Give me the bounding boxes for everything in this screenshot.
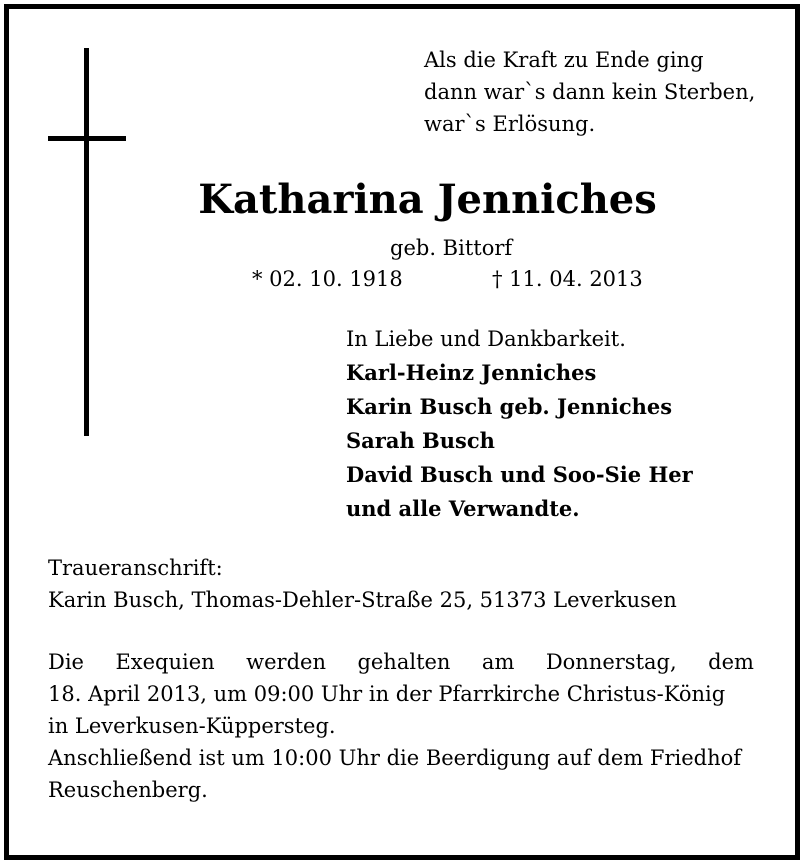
poem-line: dann war`s dann kein Sterben, — [424, 80, 756, 104]
service-word: gehalten — [357, 650, 451, 674]
service-line: Reuschenberg. — [48, 778, 208, 802]
service-line: in Leverkusen-Küppersteg. — [48, 714, 336, 738]
mourning-address — [48, 552, 677, 616]
service-word: Exequien — [115, 650, 215, 674]
service-details — [48, 646, 754, 806]
poem-line: war`s Erlösung. — [424, 112, 596, 136]
deceased-name: Katharina Jenniches — [198, 176, 657, 223]
cross-vertical-bar — [84, 48, 89, 436]
service-word: Die — [48, 650, 84, 674]
service-word: am — [481, 650, 515, 674]
address-label: Traueranschrift: — [48, 556, 223, 580]
birth-date: * 02. 10. 1918 — [252, 267, 403, 291]
service-word: dem — [708, 650, 754, 674]
service-word: werden — [246, 650, 326, 674]
death-date: † 11. 04. 2013 — [492, 267, 643, 291]
mourners-list — [346, 322, 693, 526]
service-word: Donnerstag, — [545, 650, 677, 674]
mourner-name: David Busch und Soo-Sie Her — [346, 462, 693, 487]
mourner-name: Karin Busch geb. Jenniches — [346, 394, 673, 419]
mourners-intro: In Liebe und Dankbarkeit. — [346, 327, 626, 351]
maiden-name: geb. Bittorf — [390, 236, 513, 260]
mourner-name: Sarah Busch — [346, 428, 495, 453]
service-first-line — [48, 646, 754, 678]
poem-line: Als die Kraft zu Ende ging — [424, 48, 704, 72]
cross-horizontal-bar — [48, 136, 126, 141]
poem — [424, 44, 755, 140]
service-line: 18. April 2013, um 09:00 Uhr in der Pfarrkirche Christus-König — [48, 682, 726, 706]
mourner-name: Karl-Heinz Jenniches — [346, 360, 597, 385]
service-line: Anschließend ist um 10:00 Uhr die Beerdigung auf dem Friedhof — [48, 746, 742, 770]
address-text: Karin Busch, Thomas-Dehler-Straße 25, 51373 Leverkusen — [48, 588, 677, 612]
mourner-name: und alle Verwandte. — [346, 496, 580, 521]
